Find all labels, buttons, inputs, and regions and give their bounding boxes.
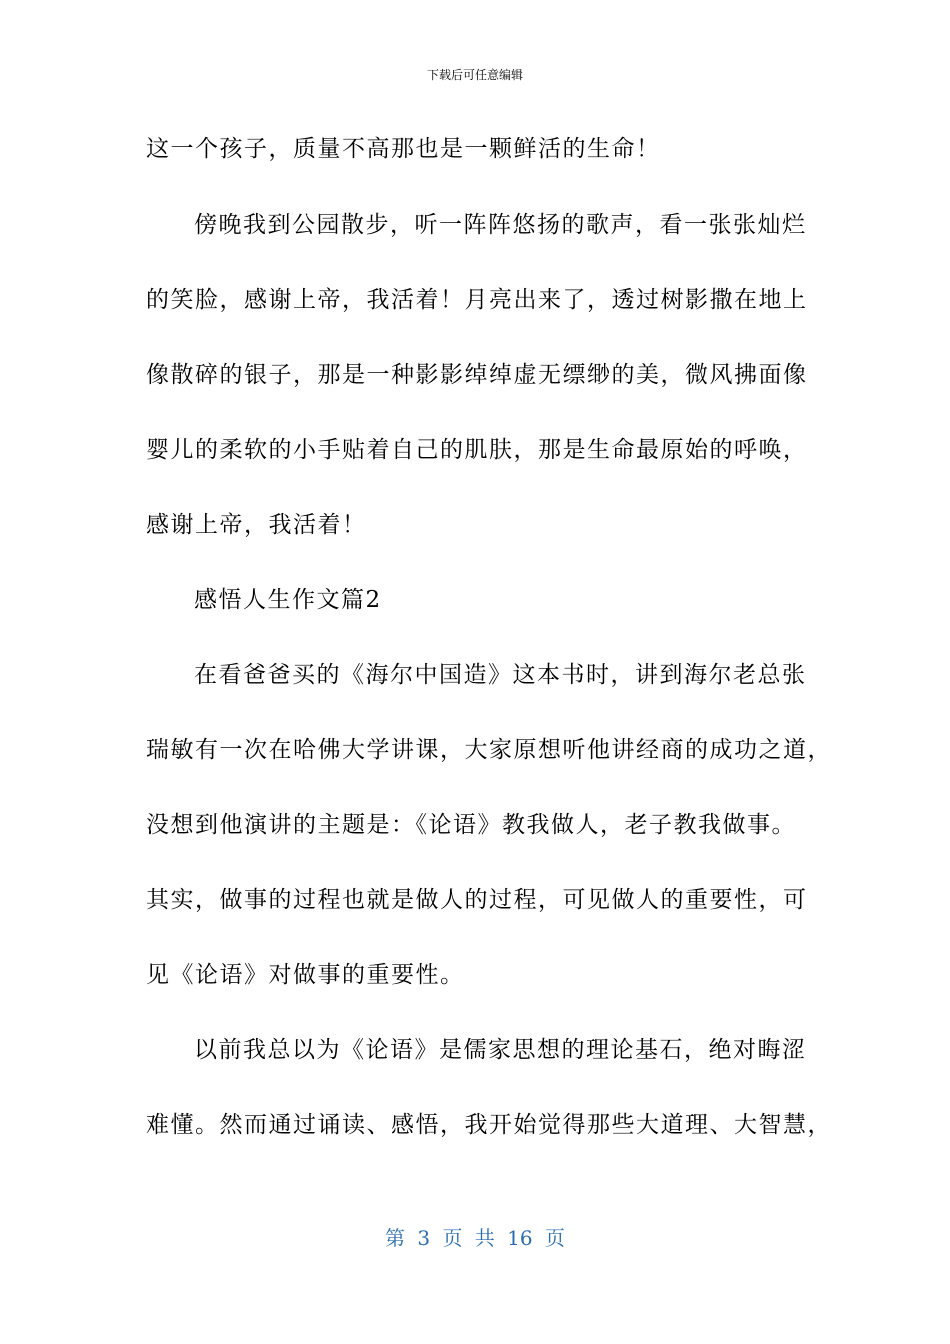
- text-line: 婴儿的柔软的小手贴着自己的肌肤，那是生命最原始的呼唤，: [146, 437, 808, 463]
- page-number-footer: 第 3 页 共 16 页: [385, 1226, 565, 1250]
- text-line: 见《论语》对做事的重要性。: [146, 962, 465, 988]
- text-line: 没想到他演讲的主题是：《论语》教我做人，老子教我做事。: [146, 812, 796, 838]
- page-header-note: 下载后可任意编辑: [426, 68, 523, 82]
- text-line: 以前我总以为《论语》是儒家思想的理论基石，绝对晦涩: [194, 1037, 807, 1063]
- text-line: 这一个孩子，质量不高那也是一颗鲜活的生命！: [146, 136, 661, 162]
- text-line: 难懂。然而通过诵读、感悟，我开始觉得那些大道理、大智慧，: [146, 1112, 832, 1138]
- text-line: 的笑脸，感谢上帝，我活着！月亮出来了，透过树影撒在地上: [146, 287, 808, 313]
- text-line: 傍晚我到公园散步，听一阵阵悠扬的歌声，看一张张灿烂: [194, 212, 807, 238]
- text-line: 感谢上帝，我活着！: [146, 512, 367, 538]
- text-line: 像散碎的银子，那是一种影影绰绰虚无缥缈的美，微风拂面像: [146, 362, 808, 388]
- section-heading: 感悟人生作文篇2: [194, 587, 382, 613]
- text-line: 瑞敏有一次在哈佛大学讲课，大家原想听他讲经商的成功之道，: [146, 737, 832, 763]
- text-line: 其实，做事的过程也就是做人的过程，可见做人的重要性，可: [146, 887, 808, 913]
- text-line: 在看爸爸买的《海尔中国造》这本书时，讲到海尔老总张: [194, 662, 807, 688]
